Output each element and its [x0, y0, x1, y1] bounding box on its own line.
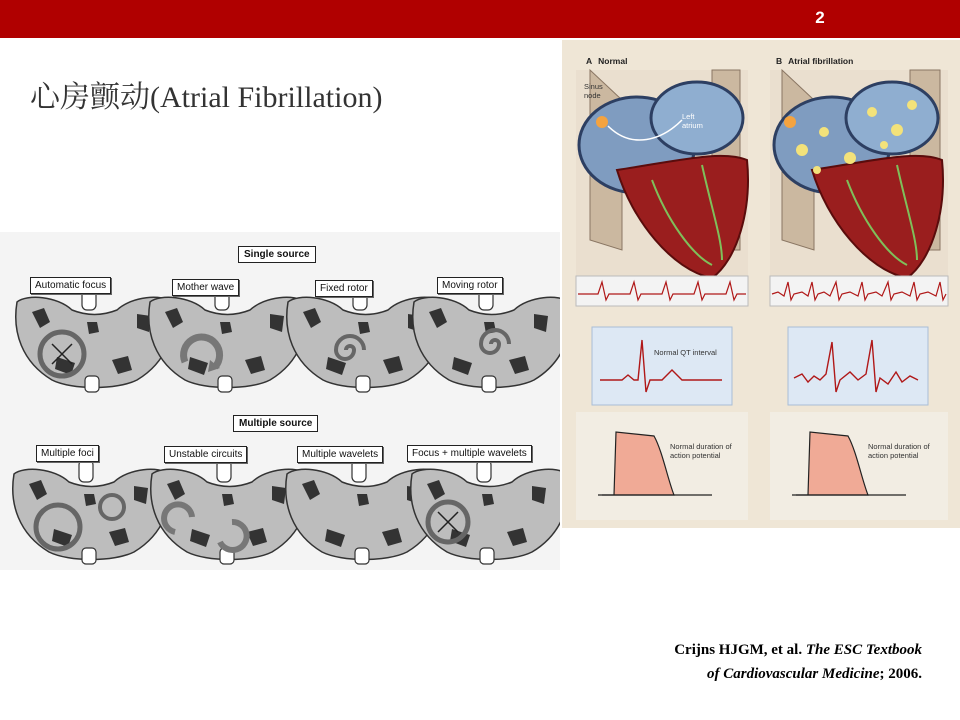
atrium-moving-rotor — [413, 288, 560, 392]
panel-b-letter: B — [776, 56, 783, 66]
af-mechanisms-figure — [0, 232, 560, 570]
panel-a-header — [586, 56, 627, 66]
panel-a-letter: A — [586, 56, 593, 66]
citation-line-1 — [674, 638, 922, 662]
panel-b-title: Atrial fibrillation — [788, 56, 854, 66]
citation-title-1: The ESC Textbook — [805, 642, 922, 658]
label-unstable-circuits: Unstable circuits — [164, 446, 247, 463]
citation-year: ; 2006. — [879, 666, 922, 682]
citation-title-2: of Cardiovascular Medicine — [707, 666, 880, 682]
qt-interval-label: Normal QT interval — [654, 348, 717, 357]
slide-title: 心房颤动(Atrial Fibrillation) — [30, 81, 383, 114]
label-moving-rotor: Moving rotor — [437, 277, 503, 294]
citation-line-2 — [674, 662, 922, 686]
normal-vs-af-figure — [562, 40, 960, 528]
label-automatic-focus: Automatic focus — [30, 277, 111, 294]
panel-a-title: Normal — [598, 56, 628, 66]
ap-label-a: Normal duration of action potential — [670, 442, 732, 460]
citation-authors: Crijns HJGM, et al. — [674, 642, 806, 658]
slide-number: 2 — [815, 8, 825, 27]
label-fixed-rotor: Fixed rotor — [315, 280, 373, 297]
label-multiple-wavelets: Multiple wavelets — [297, 446, 383, 463]
left-atrium-label: Left atrium — [682, 112, 703, 130]
citation — [674, 638, 922, 686]
ap-label-b: Normal duration of action potential — [868, 442, 930, 460]
single-source-header: Single source — [238, 246, 316, 263]
atrium-mother-wave — [149, 288, 306, 392]
label-focus-multiple-wavelets: Focus + multiple wavelets — [407, 445, 532, 462]
left-atrium-b — [846, 82, 938, 154]
label-multiple-foci: Multiple foci — [36, 445, 99, 462]
sinus-node-label: Sinus node — [584, 82, 603, 100]
multiple-source-header: Multiple source — [233, 415, 318, 432]
panel-b-header — [776, 56, 853, 66]
label-mother-wave: Mother wave — [172, 279, 239, 296]
top-bar — [0, 0, 960, 38]
atrium-multiple-foci — [13, 460, 170, 564]
